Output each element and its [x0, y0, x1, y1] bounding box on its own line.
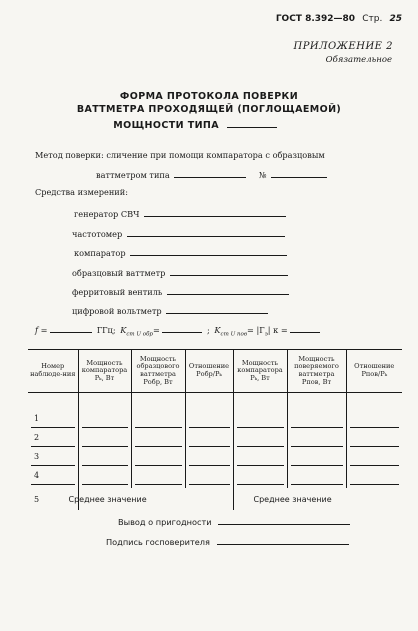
- reference-type-blank[interactable]: [174, 167, 246, 178]
- table-row[interactable]: [28, 469, 402, 488]
- digital-voltmeter-blank[interactable]: [166, 303, 268, 314]
- table-row[interactable]: [28, 431, 402, 450]
- comparator-blank[interactable]: [130, 245, 287, 256]
- table-header-row: [28, 350, 402, 393]
- mandatory-label: Обязательное: [325, 55, 392, 65]
- col-observation-number: Номер наблюде-ния: [28, 350, 78, 393]
- col-comparator-power: Мощность компаратора Pₖ, Вт: [78, 350, 131, 393]
- instrument-ferrite-valve: ферритовый вентиль: [72, 284, 289, 297]
- gost-number: ГОСТ 8.392—80: [275, 14, 356, 24]
- page-number: 25: [389, 14, 402, 24]
- number-label: №: [258, 170, 267, 180]
- instrument-reference-wattmeter: образцовый ваттметр: [72, 265, 288, 278]
- ferrite-valve-blank[interactable]: [167, 284, 289, 295]
- signature-blank[interactable]: [217, 534, 349, 545]
- type-blank[interactable]: [227, 117, 277, 128]
- page-header: [276, 14, 402, 24]
- average-label-2: Среднее значение: [253, 495, 332, 504]
- row-number: 3: [34, 452, 40, 461]
- table-row: [28, 393, 402, 413]
- kst-ref-blank[interactable]: [162, 322, 202, 333]
- table-row[interactable]: [28, 450, 402, 469]
- page-label: Стр.: [362, 14, 383, 24]
- col-reference-power: Мощность образцового ваттметра Pобр, Вт: [131, 350, 185, 393]
- col-ratio-tested: Отношение Pпов/Pₖ: [354, 362, 395, 378]
- instruments-heading: Средства измерений:: [35, 187, 128, 197]
- average-label-1: Среднее значение: [68, 495, 147, 504]
- frequency-meter-blank[interactable]: [127, 226, 285, 237]
- row-number: 5: [34, 495, 40, 504]
- col-ratio-reference: Отношение Pобр/Pₖ: [185, 350, 233, 393]
- col-tested-power: Мощность поверяемого ваттметра Pпов, Вт: [287, 350, 346, 393]
- measurement-table: [28, 349, 402, 510]
- reference-wattmeter-blank[interactable]: [170, 265, 288, 276]
- row-number: 2: [34, 433, 40, 442]
- instrument-comparator: компаратор: [74, 245, 287, 258]
- table-row-average: [28, 488, 402, 510]
- form-title-line3: МОЩНОСТИ ТИПА: [0, 117, 404, 131]
- appendix-label: ПРИЛОЖЕНИЕ 2: [293, 41, 393, 52]
- k-blank[interactable]: [290, 322, 320, 333]
- frequency-blank[interactable]: [50, 322, 92, 333]
- col-comparator-power-2: Мощность компаратора Pₖ, Вт: [233, 350, 287, 393]
- generator-blank[interactable]: [144, 206, 286, 217]
- conclusion-blank[interactable]: [218, 514, 350, 525]
- form-title-line2: ВАТТМЕТРА ПРОХОДЯЩЕЙ (ПОГЛОЩАЕМОЙ): [76, 104, 342, 115]
- row-number: 1: [34, 414, 40, 423]
- form-title-line1: ФОРМА ПРОТОКОЛА ПОВЕРКИ: [119, 91, 299, 102]
- instrument-generator: генератор СВЧ: [74, 206, 286, 219]
- signature-line: Подпись госповерителя: [106, 534, 349, 547]
- row-number: 4: [34, 471, 40, 480]
- instrument-frequency-meter: частотомер: [72, 226, 285, 239]
- instrument-digital-voltmeter: цифровой вольтметр: [72, 303, 268, 316]
- method-line1: Метод поверки: сличение при помощи компаратора с образцовым: [35, 150, 325, 160]
- formula-line: f = ГГц; $K_{ст U обр}=$ ; $K_{ст U пов}= |Г_э|$ к =: [35, 322, 320, 338]
- reference-number-blank[interactable]: [271, 167, 327, 178]
- conclusion-line: Вывод о пригодности: [118, 514, 350, 527]
- method-line2: ваттметром типа №: [96, 167, 327, 180]
- table-row[interactable]: [28, 412, 402, 431]
